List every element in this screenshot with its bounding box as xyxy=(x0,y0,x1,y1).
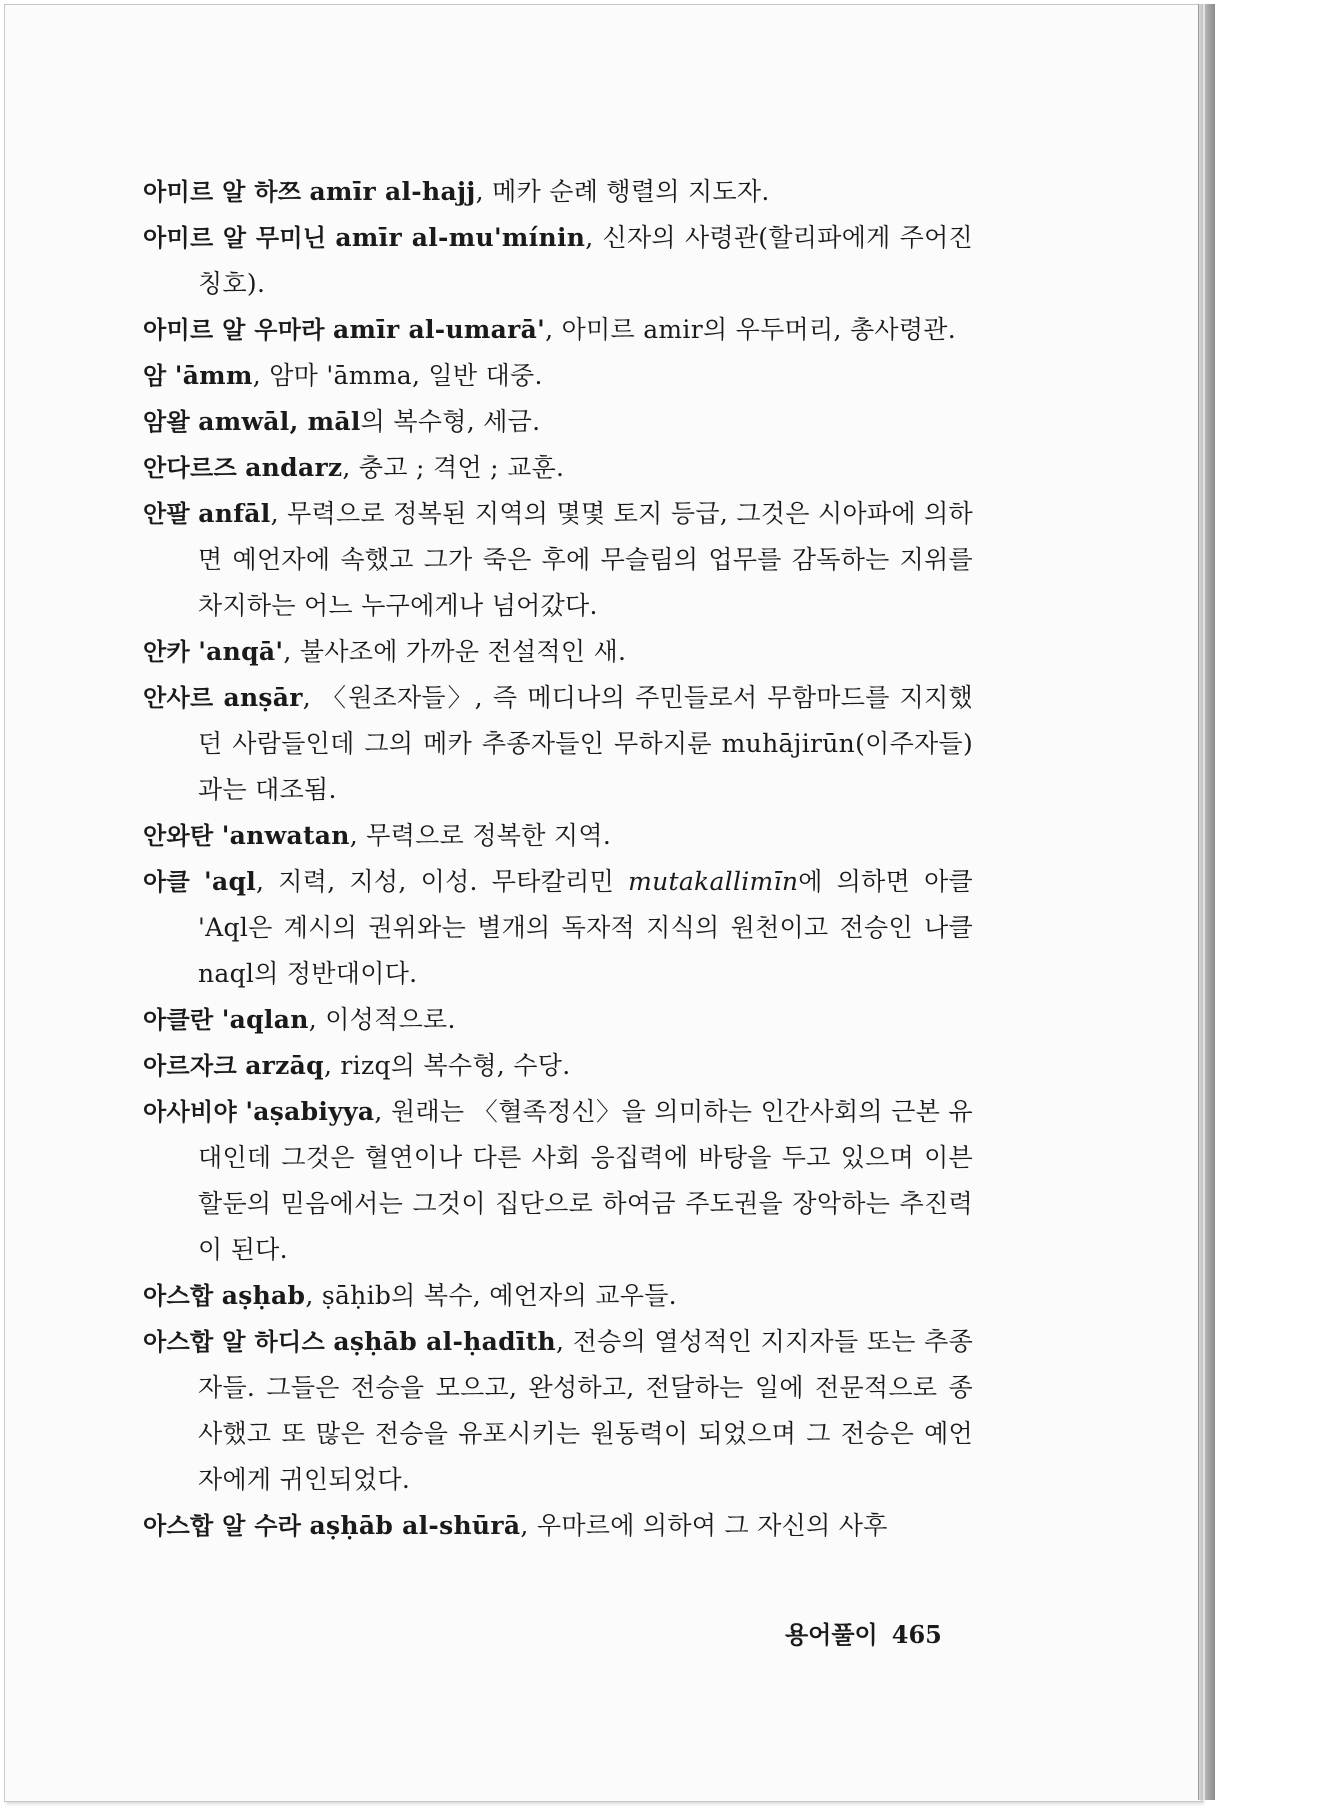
glossary-entry: 아클란 'aqlan, 이성적으로. xyxy=(143,1005,456,1034)
glossary-entry: 아미르 알 하쯔 amīr al-hajj, 메카 순례 행렬의 지도자. xyxy=(143,177,770,206)
glossary-entry: 아사비야 'aṣabiyya, 원래는 〈혈족정신〉을 의미하는 인간사회의 근본 유대인데 그것은 혈연이나 다른 사회 응집력에 바탕을 두고 있으며 이븐 할둔의 믿음에서는 그것이 집단으로 하여금 주도권을 장악하는 추진력이 된다. xyxy=(143,1097,973,1264)
glossary-entry: 아스합 aṣḥab, ṣāḥib의 복수, 예언자의 교우들. xyxy=(143,1281,677,1310)
page-edge xyxy=(1198,4,1215,1800)
glossary-entry: 아스합 알 하디스 aṣḥāb al-ḥadīth, 전승의 열성적인 지지자들 또는 추종자들. 그들은 전승을 모으고, 완성하고, 전달하는 일에 전문적으로 종사했고 또 많은 전승을 유포시키는 원동력이 되었으며 그 전승은 예언자에게 귀인되었다. xyxy=(143,1327,974,1494)
glossary-entry: 안팔 anfāl, 무력으로 정복된 지역의 몇몇 토지 등급, 그것은 시아파에 의하면 예언자에 속했고 그가 죽은 후에 무슬림의 업무를 감독하는 지위를 차지하는 어느 누구에게나 넘어갔다. xyxy=(143,499,973,620)
glossary-entry: 아미르 알 무미닌 amīr al-mu'mínin, 신자의 사령관(할리파에게 주어진 칭호). xyxy=(143,223,974,298)
glossary-entry: 안카 'anqā', 불사조에 가까운 전설적인 새. xyxy=(143,637,627,666)
page-footer xyxy=(785,1615,942,1650)
glossary-entry: 아르자크 arzāq, rizq의 복수형, 수당. xyxy=(143,1051,571,1080)
glossary-entry: 암왈 amwāl, māl의 복수형, 세금. xyxy=(143,407,541,436)
glossary-entries xyxy=(143,169,973,1549)
document-page xyxy=(4,4,1202,1802)
glossary-entry: 암 'āmm, 암마 'āmma, 일반 대중. xyxy=(143,361,543,390)
running-footer-title: 용어풀이 xyxy=(785,1620,878,1649)
glossary-entry: 안다르즈 andarz, 충고 ; 격언 ; 교훈. xyxy=(143,453,565,482)
glossary-entry: 아미르 알 우마라 amīr al-umarā', 아미르 amir의 우두머리, 총사령관. xyxy=(143,315,956,344)
glossary-entry: 안와탄 'anwatan, 무력으로 정복한 지역. xyxy=(143,821,612,850)
glossary-entry: 안사르 anṣār, 〈원조자들〉, 즉 메디나의 주민들로서 무함마드를 지지했던 사람들인데 그의 메카 추종자들인 무하지룬 muhājirūn(이주자들)과는 대조됨. xyxy=(143,683,973,804)
glossary-entry: 아스합 알 수라 aṣḥāb al-shūrā, 우마르에 의하여 그 자신의 사후 xyxy=(143,1511,888,1540)
glossary-entry: 아클 'aql, 지력, 지성, 이성. 무타칼리민 mutakallimīn에 의하면 아클 'Aql은 계시의 권위와는 별개의 독자적 지식의 원천이고 전승인 나클 naql의 정반대이다. xyxy=(143,867,974,988)
page-number: 465 xyxy=(891,1620,942,1649)
